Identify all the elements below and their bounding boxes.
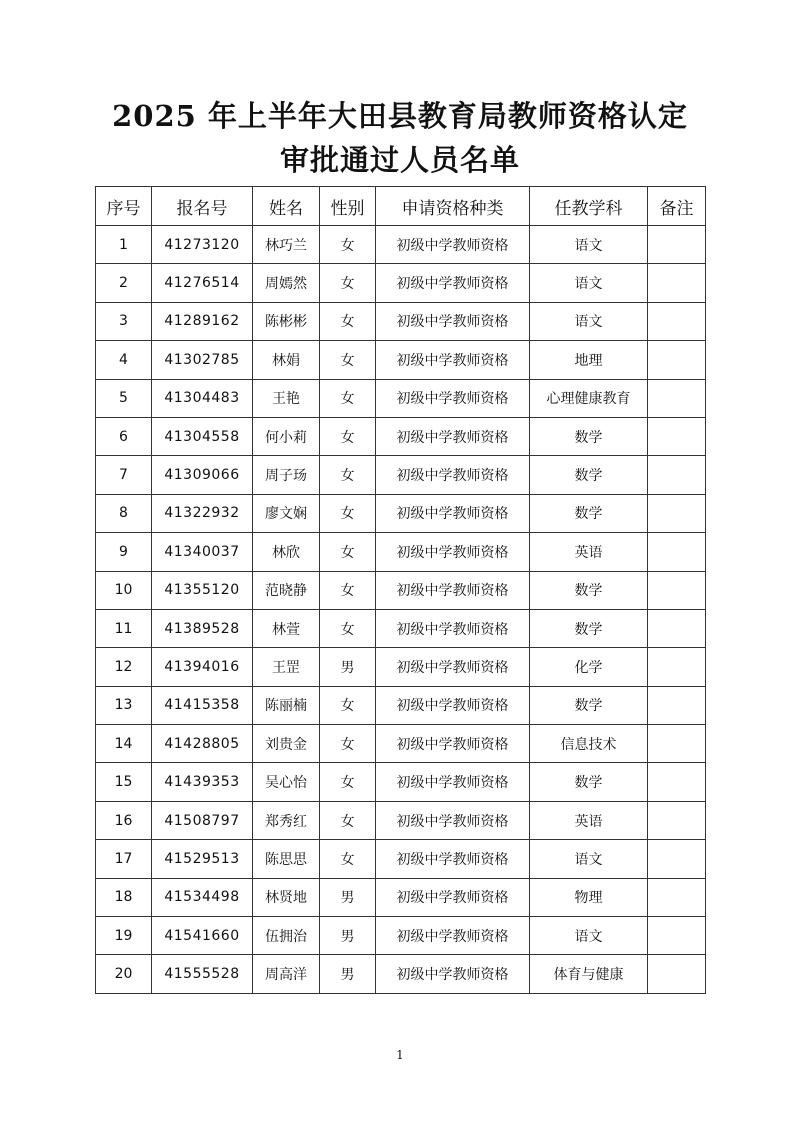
cell-serial-number: 10 xyxy=(96,571,152,609)
cell-qualification-type: 初级中学教师资格 xyxy=(376,417,530,455)
cell-teaching-subject: 数学 xyxy=(530,609,648,647)
cell-remarks xyxy=(648,456,706,494)
header-gender: 性别 xyxy=(320,187,376,226)
cell-remarks xyxy=(648,725,706,763)
table-row xyxy=(96,878,706,916)
cell-qualification-type: 初级中学教师资格 xyxy=(376,686,530,724)
cell-gender: 男 xyxy=(320,955,376,993)
cell-name: 林欣 xyxy=(253,533,320,571)
cell-qualification-type: 初级中学教师资格 xyxy=(376,878,530,916)
cell-registration-number: 41340037 xyxy=(152,533,253,571)
cell-registration-number: 41304483 xyxy=(152,379,253,417)
cell-teaching-subject: 数学 xyxy=(530,571,648,609)
table-row xyxy=(96,917,706,955)
cell-gender: 女 xyxy=(320,533,376,571)
cell-gender: 男 xyxy=(320,878,376,916)
cell-registration-number: 41529513 xyxy=(152,840,253,878)
cell-qualification-type: 初级中学教师资格 xyxy=(376,226,530,264)
cell-remarks xyxy=(648,226,706,264)
cell-gender: 女 xyxy=(320,264,376,302)
cell-registration-number: 41289162 xyxy=(152,302,253,340)
page-number: 1 xyxy=(396,1048,404,1062)
cell-remarks xyxy=(648,533,706,571)
cell-gender: 女 xyxy=(320,840,376,878)
cell-remarks xyxy=(648,955,706,993)
cell-teaching-subject: 语文 xyxy=(530,264,648,302)
cell-name: 郑秀红 xyxy=(253,801,320,839)
table-row xyxy=(96,341,706,379)
table-row xyxy=(96,456,706,494)
cell-gender: 女 xyxy=(320,686,376,724)
table-row xyxy=(96,609,706,647)
cell-registration-number: 41302785 xyxy=(152,341,253,379)
cell-gender: 女 xyxy=(320,571,376,609)
cell-serial-number: 8 xyxy=(96,494,152,532)
cell-serial-number: 18 xyxy=(96,878,152,916)
cell-name: 伍拥治 xyxy=(253,917,320,955)
cell-gender: 女 xyxy=(320,379,376,417)
cell-serial-number: 20 xyxy=(96,955,152,993)
cell-qualification-type: 初级中学教师资格 xyxy=(376,648,530,686)
table-row xyxy=(96,763,706,801)
table-row xyxy=(96,533,706,571)
cell-gender: 男 xyxy=(320,917,376,955)
document-title-line-1: 2025 年上半年大田县教育局教师资格认定 xyxy=(112,99,688,133)
cell-registration-number: 41394016 xyxy=(152,648,253,686)
cell-remarks xyxy=(648,878,706,916)
header-serial-number: 序号 xyxy=(96,187,152,226)
cell-gender: 女 xyxy=(320,801,376,839)
cell-name: 王罡 xyxy=(253,648,320,686)
cell-serial-number: 13 xyxy=(96,686,152,724)
cell-remarks xyxy=(648,648,706,686)
cell-serial-number: 17 xyxy=(96,840,152,878)
cell-serial-number: 7 xyxy=(96,456,152,494)
cell-teaching-subject: 语文 xyxy=(530,840,648,878)
table-row xyxy=(96,226,706,264)
cell-teaching-subject: 化学 xyxy=(530,648,648,686)
cell-remarks xyxy=(648,571,706,609)
cell-serial-number: 19 xyxy=(96,917,152,955)
table-row xyxy=(96,417,706,455)
cell-name: 林娟 xyxy=(253,341,320,379)
cell-teaching-subject: 地理 xyxy=(530,341,648,379)
cell-name: 何小莉 xyxy=(253,417,320,455)
cell-teaching-subject: 数学 xyxy=(530,456,648,494)
cell-name: 林萱 xyxy=(253,609,320,647)
cell-gender: 女 xyxy=(320,417,376,455)
cell-teaching-subject: 心理健康教育 xyxy=(530,379,648,417)
cell-remarks xyxy=(648,763,706,801)
cell-name: 林贤地 xyxy=(253,878,320,916)
table-row xyxy=(96,725,706,763)
cell-name: 陈丽楠 xyxy=(253,686,320,724)
cell-registration-number: 41309066 xyxy=(152,456,253,494)
cell-remarks xyxy=(648,840,706,878)
cell-teaching-subject: 英语 xyxy=(530,801,648,839)
cell-remarks xyxy=(648,417,706,455)
cell-gender: 男 xyxy=(320,648,376,686)
cell-registration-number: 41355120 xyxy=(152,571,253,609)
cell-gender: 女 xyxy=(320,494,376,532)
cell-teaching-subject: 信息技术 xyxy=(530,725,648,763)
cell-remarks xyxy=(648,494,706,532)
cell-qualification-type: 初级中学教师资格 xyxy=(376,341,530,379)
table-row xyxy=(96,571,706,609)
cell-serial-number: 14 xyxy=(96,725,152,763)
cell-registration-number: 41508797 xyxy=(152,801,253,839)
cell-name: 廖文娴 xyxy=(253,494,320,532)
cell-qualification-type: 初级中学教师资格 xyxy=(376,955,530,993)
header-qualification-type: 申请资格种类 xyxy=(376,187,530,226)
cell-serial-number: 2 xyxy=(96,264,152,302)
cell-name: 范晓静 xyxy=(253,571,320,609)
header-remarks: 备注 xyxy=(648,187,706,226)
document-title-line-2: 审批通过人员名单 xyxy=(279,143,520,177)
cell-name: 林巧兰 xyxy=(253,226,320,264)
cell-gender: 女 xyxy=(320,341,376,379)
cell-teaching-subject: 语文 xyxy=(530,226,648,264)
cell-gender: 女 xyxy=(320,456,376,494)
cell-remarks xyxy=(648,609,706,647)
cell-qualification-type: 初级中学教师资格 xyxy=(376,917,530,955)
cell-registration-number: 41534498 xyxy=(152,878,253,916)
cell-registration-number: 41428805 xyxy=(152,725,253,763)
cell-registration-number: 41322932 xyxy=(152,494,253,532)
cell-serial-number: 9 xyxy=(96,533,152,571)
cell-serial-number: 5 xyxy=(96,379,152,417)
cell-registration-number: 41439353 xyxy=(152,763,253,801)
cell-serial-number: 1 xyxy=(96,226,152,264)
table-row xyxy=(96,686,706,724)
cell-name: 陈思思 xyxy=(253,840,320,878)
cell-qualification-type: 初级中学教师资格 xyxy=(376,725,530,763)
cell-qualification-type: 初级中学教师资格 xyxy=(376,456,530,494)
cell-name: 陈彬彬 xyxy=(253,302,320,340)
cell-gender: 女 xyxy=(320,609,376,647)
approved-personnel-table xyxy=(95,186,706,994)
cell-name: 刘贵金 xyxy=(253,725,320,763)
table-row xyxy=(96,494,706,532)
cell-qualification-type: 初级中学教师资格 xyxy=(376,571,530,609)
table-row xyxy=(96,955,706,993)
cell-serial-number: 16 xyxy=(96,801,152,839)
cell-name: 周高洋 xyxy=(253,955,320,993)
cell-remarks xyxy=(648,302,706,340)
table-row xyxy=(96,648,706,686)
cell-serial-number: 11 xyxy=(96,609,152,647)
cell-qualification-type: 初级中学教师资格 xyxy=(376,801,530,839)
table-row xyxy=(96,379,706,417)
cell-teaching-subject: 数学 xyxy=(530,417,648,455)
cell-remarks xyxy=(648,917,706,955)
table-header-row xyxy=(96,187,706,226)
cell-remarks xyxy=(648,686,706,724)
cell-remarks xyxy=(648,801,706,839)
cell-name: 吴心怡 xyxy=(253,763,320,801)
cell-teaching-subject: 数学 xyxy=(530,686,648,724)
cell-teaching-subject: 数学 xyxy=(530,494,648,532)
cell-qualification-type: 初级中学教师资格 xyxy=(376,379,530,417)
cell-teaching-subject: 语文 xyxy=(530,302,648,340)
cell-qualification-type: 初级中学教师资格 xyxy=(376,763,530,801)
header-teaching-subject: 任教学科 xyxy=(530,187,648,226)
header-registration-number: 报名号 xyxy=(152,187,253,226)
cell-gender: 女 xyxy=(320,763,376,801)
cell-name: 周子玚 xyxy=(253,456,320,494)
cell-qualification-type: 初级中学教师资格 xyxy=(376,533,530,571)
cell-qualification-type: 初级中学教师资格 xyxy=(376,609,530,647)
header-name: 姓名 xyxy=(253,187,320,226)
cell-teaching-subject: 体育与健康 xyxy=(530,955,648,993)
cell-teaching-subject: 语文 xyxy=(530,917,648,955)
cell-teaching-subject: 英语 xyxy=(530,533,648,571)
cell-qualification-type: 初级中学教师资格 xyxy=(376,840,530,878)
table-row xyxy=(96,840,706,878)
cell-qualification-type: 初级中学教师资格 xyxy=(376,302,530,340)
table-row xyxy=(96,801,706,839)
table-row xyxy=(96,264,706,302)
cell-teaching-subject: 物理 xyxy=(530,878,648,916)
cell-name: 王艳 xyxy=(253,379,320,417)
cell-gender: 女 xyxy=(320,226,376,264)
cell-name: 周嫣然 xyxy=(253,264,320,302)
cell-qualification-type: 初级中学教师资格 xyxy=(376,264,530,302)
cell-remarks xyxy=(648,341,706,379)
cell-gender: 女 xyxy=(320,302,376,340)
table-row xyxy=(96,302,706,340)
cell-registration-number: 41389528 xyxy=(152,609,253,647)
cell-serial-number: 15 xyxy=(96,763,152,801)
cell-registration-number: 41555528 xyxy=(152,955,253,993)
cell-registration-number: 41276514 xyxy=(152,264,253,302)
cell-registration-number: 41273120 xyxy=(152,226,253,264)
cell-serial-number: 4 xyxy=(96,341,152,379)
cell-qualification-type: 初级中学教师资格 xyxy=(376,494,530,532)
cell-registration-number: 41541660 xyxy=(152,917,253,955)
cell-remarks xyxy=(648,379,706,417)
cell-serial-number: 12 xyxy=(96,648,152,686)
cell-registration-number: 41304558 xyxy=(152,417,253,455)
cell-registration-number: 41415358 xyxy=(152,686,253,724)
cell-serial-number: 6 xyxy=(96,417,152,455)
cell-remarks xyxy=(648,264,706,302)
cell-teaching-subject: 数学 xyxy=(530,763,648,801)
cell-gender: 女 xyxy=(320,725,376,763)
cell-serial-number: 3 xyxy=(96,302,152,340)
